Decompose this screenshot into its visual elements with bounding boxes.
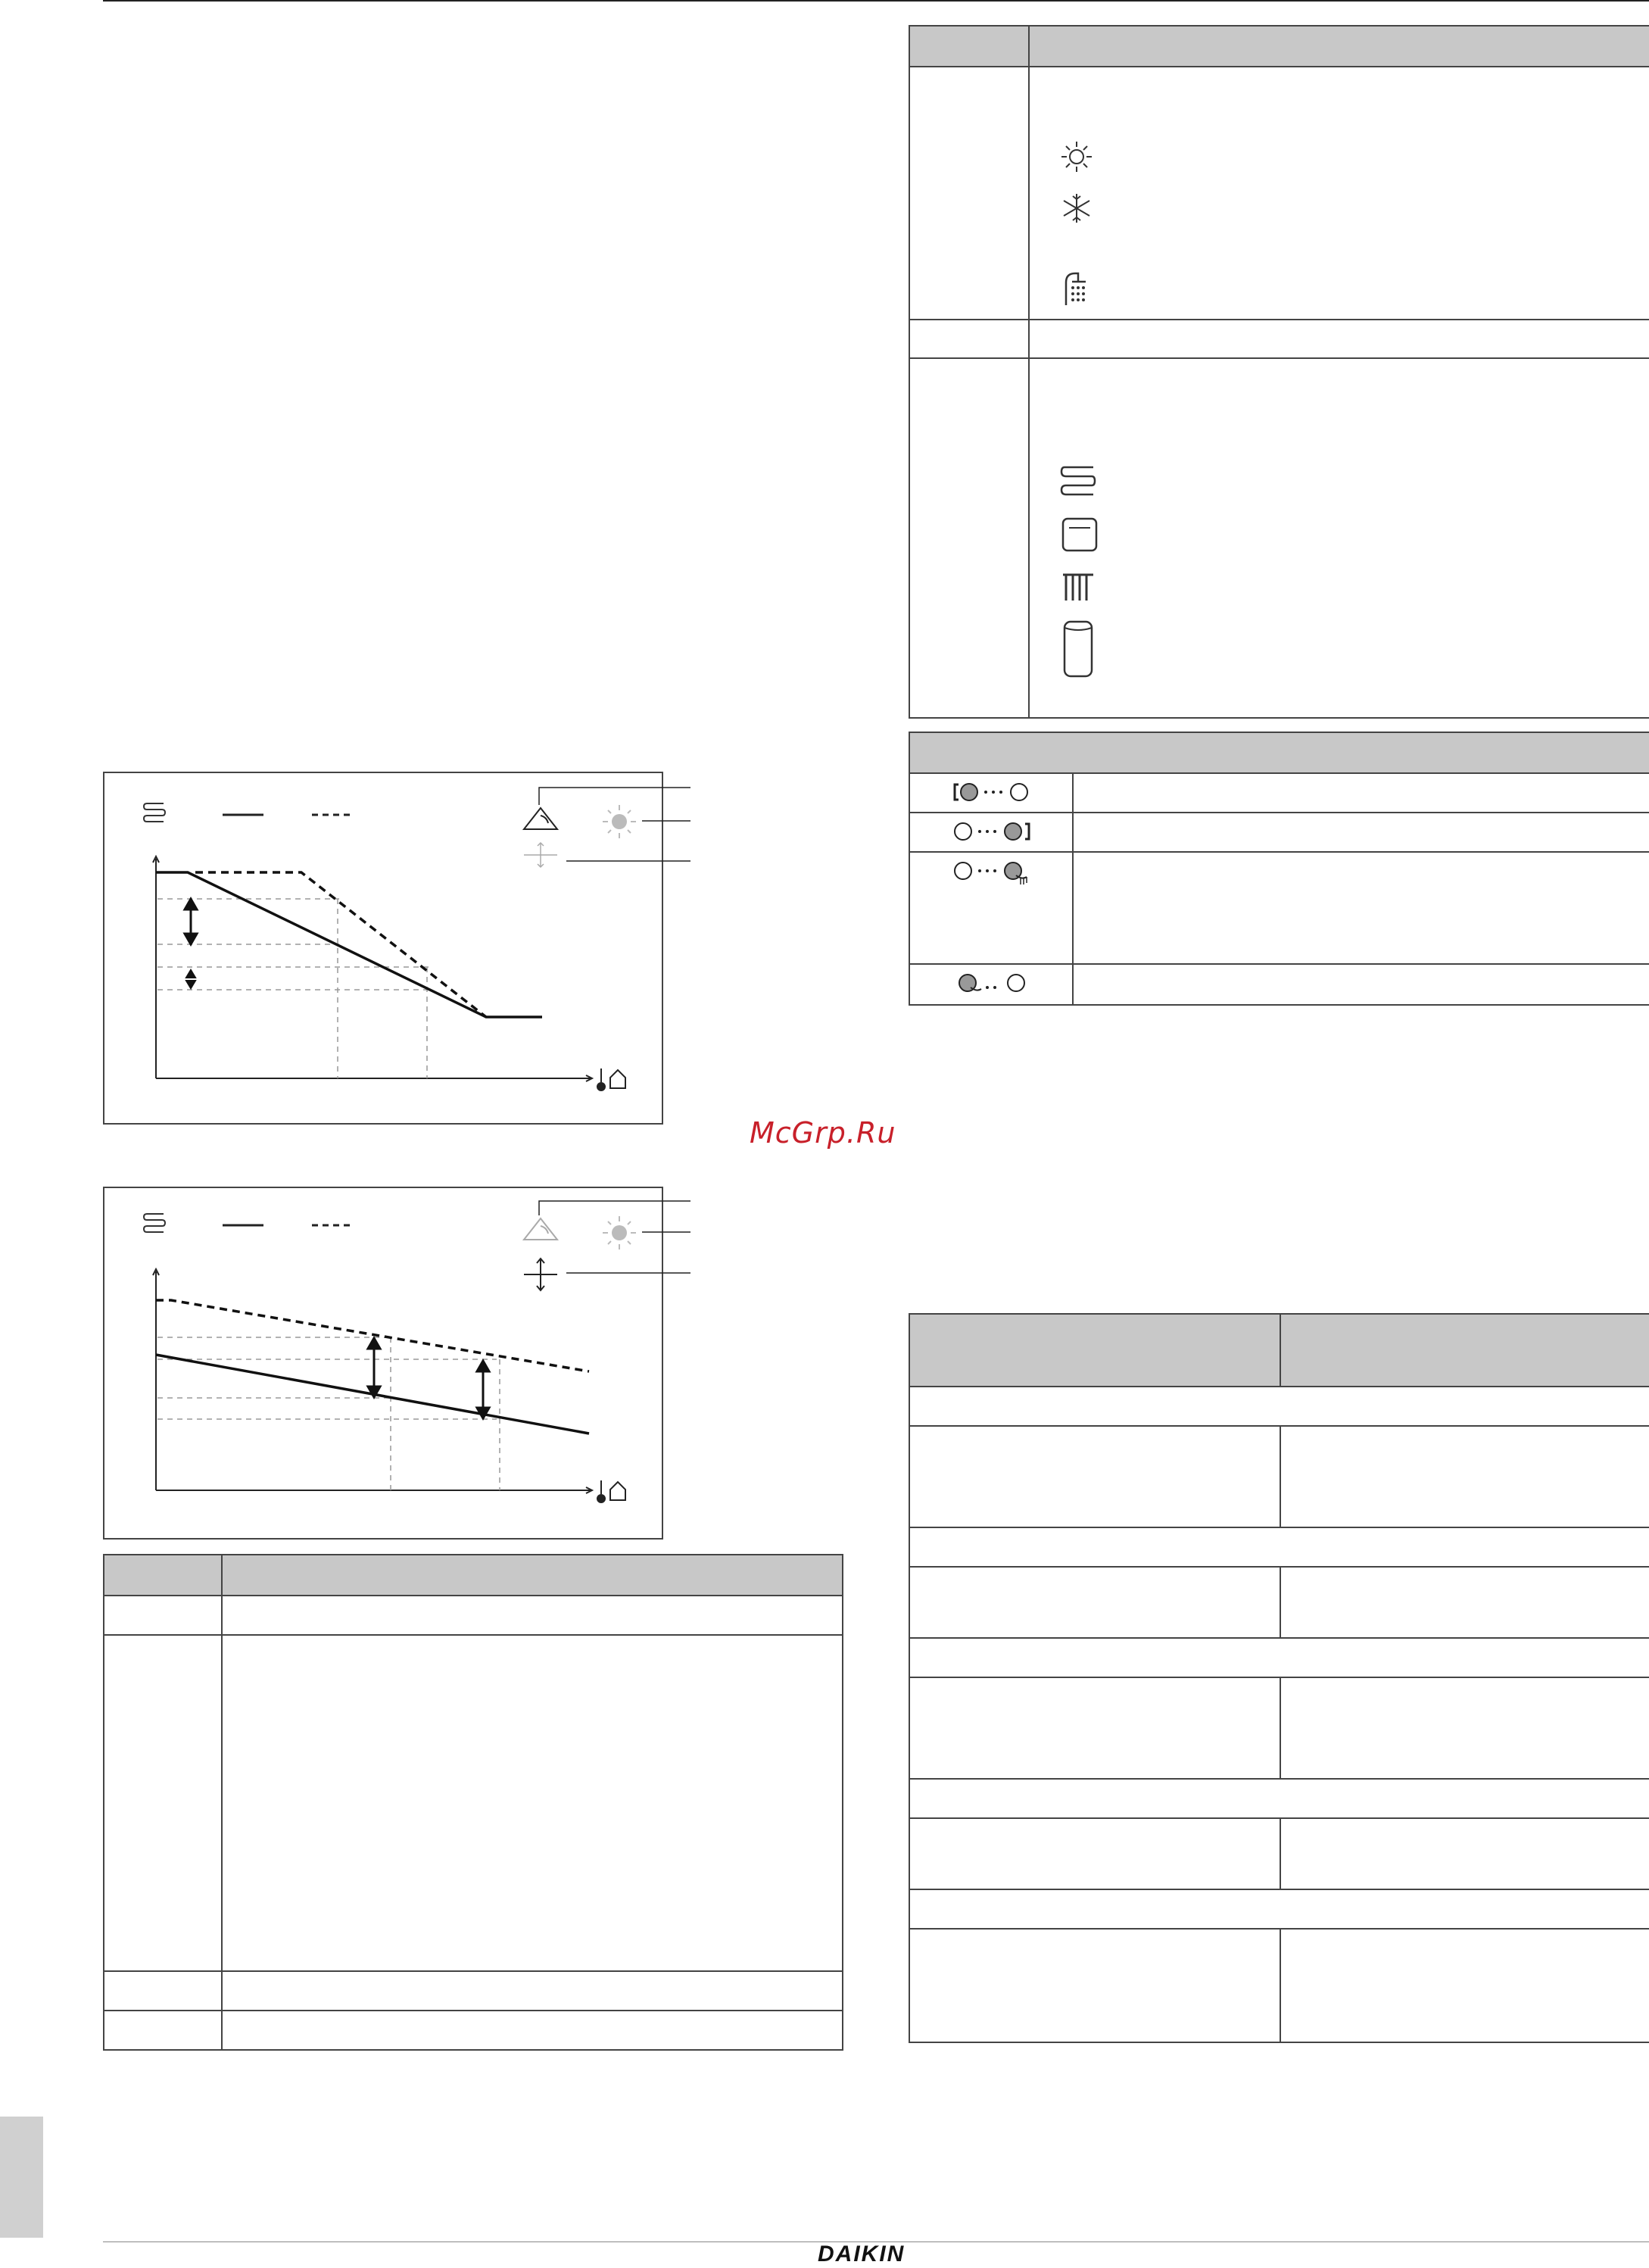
top-rule — [103, 0, 1649, 2]
radiator-icon — [1060, 570, 1096, 604]
graph-1 — [103, 772, 694, 1128]
row-divider — [910, 357, 1649, 359]
axes — [153, 856, 592, 1081]
section-row — [910, 1890, 1649, 1930]
shower-icon — [1061, 269, 1095, 307]
side-chapter-tab — [0, 2117, 43, 2238]
section-row — [910, 1528, 1649, 1568]
outdoor-temp-icon — [597, 1068, 625, 1090]
table-header — [910, 27, 1649, 67]
curve-solid — [156, 872, 542, 1017]
row-divider — [104, 1970, 842, 1972]
row-divider — [104, 1634, 842, 1636]
callout-1 — [539, 788, 690, 805]
guide-lines — [157, 1337, 500, 1490]
section-row — [910, 1386, 1649, 1427]
snowflake-icon — [1060, 192, 1093, 225]
shift-icon — [524, 1259, 557, 1290]
table-knob-actions — [909, 732, 1649, 1006]
row-divider — [910, 851, 1649, 853]
table-legend-left — [103, 1554, 843, 2051]
table-zone-modes — [909, 25, 1649, 719]
table-header — [910, 733, 1649, 774]
slope-icon — [524, 808, 557, 829]
sun-heating-icon — [603, 805, 636, 838]
table-settings — [909, 1313, 1649, 2043]
col-divider — [1280, 1315, 1281, 1386]
section-row — [910, 1780, 1649, 1819]
knob-right-filled-icon — [952, 818, 1036, 845]
row-divider — [104, 2010, 842, 2011]
table-header — [104, 1555, 842, 1596]
shift-icon — [524, 843, 557, 867]
fan-coil-icon — [1060, 516, 1099, 554]
col-divider — [221, 1555, 223, 2049]
tank-icon — [1060, 619, 1096, 679]
knob-turn-left-icon — [952, 969, 1036, 1000]
underfloor-heating-icon — [1058, 464, 1098, 501]
knob-left-filled-icon — [952, 778, 1036, 806]
col-divider — [1280, 1817, 1281, 1889]
double-arrow-large — [185, 899, 197, 944]
axes — [153, 1269, 592, 1493]
double-arrow-2 — [477, 1361, 489, 1418]
knob-turn-right-icon — [952, 857, 1036, 888]
col-divider — [1280, 1677, 1281, 1778]
row-divider — [910, 812, 1649, 813]
guide-lines — [157, 899, 429, 1078]
brand-logo: DAIKIN — [818, 2241, 906, 2266]
double-arrow-1 — [368, 1338, 380, 1397]
col-divider — [1072, 772, 1074, 1004]
slope-icon — [524, 1218, 557, 1240]
col-divider — [1280, 1928, 1281, 2042]
outdoor-temp-icon — [597, 1480, 625, 1502]
double-arrow-small — [186, 970, 195, 988]
watermark: McGrp.Ru — [750, 1116, 896, 1150]
col-divider — [1028, 27, 1030, 717]
graph-2 — [103, 1187, 694, 1543]
row-divider — [910, 963, 1649, 965]
col-divider — [1280, 1425, 1281, 1527]
col-divider — [1280, 1566, 1281, 1637]
section-row — [910, 1639, 1649, 1678]
sun-icon — [1060, 140, 1093, 173]
underfloor-legend-icon — [144, 1214, 165, 1232]
callout-1 — [539, 1201, 690, 1215]
row-divider — [910, 319, 1649, 320]
curve-dashed — [156, 1300, 589, 1371]
underfloor-legend-icon — [144, 803, 165, 822]
sun-heating-icon — [603, 1216, 636, 1249]
